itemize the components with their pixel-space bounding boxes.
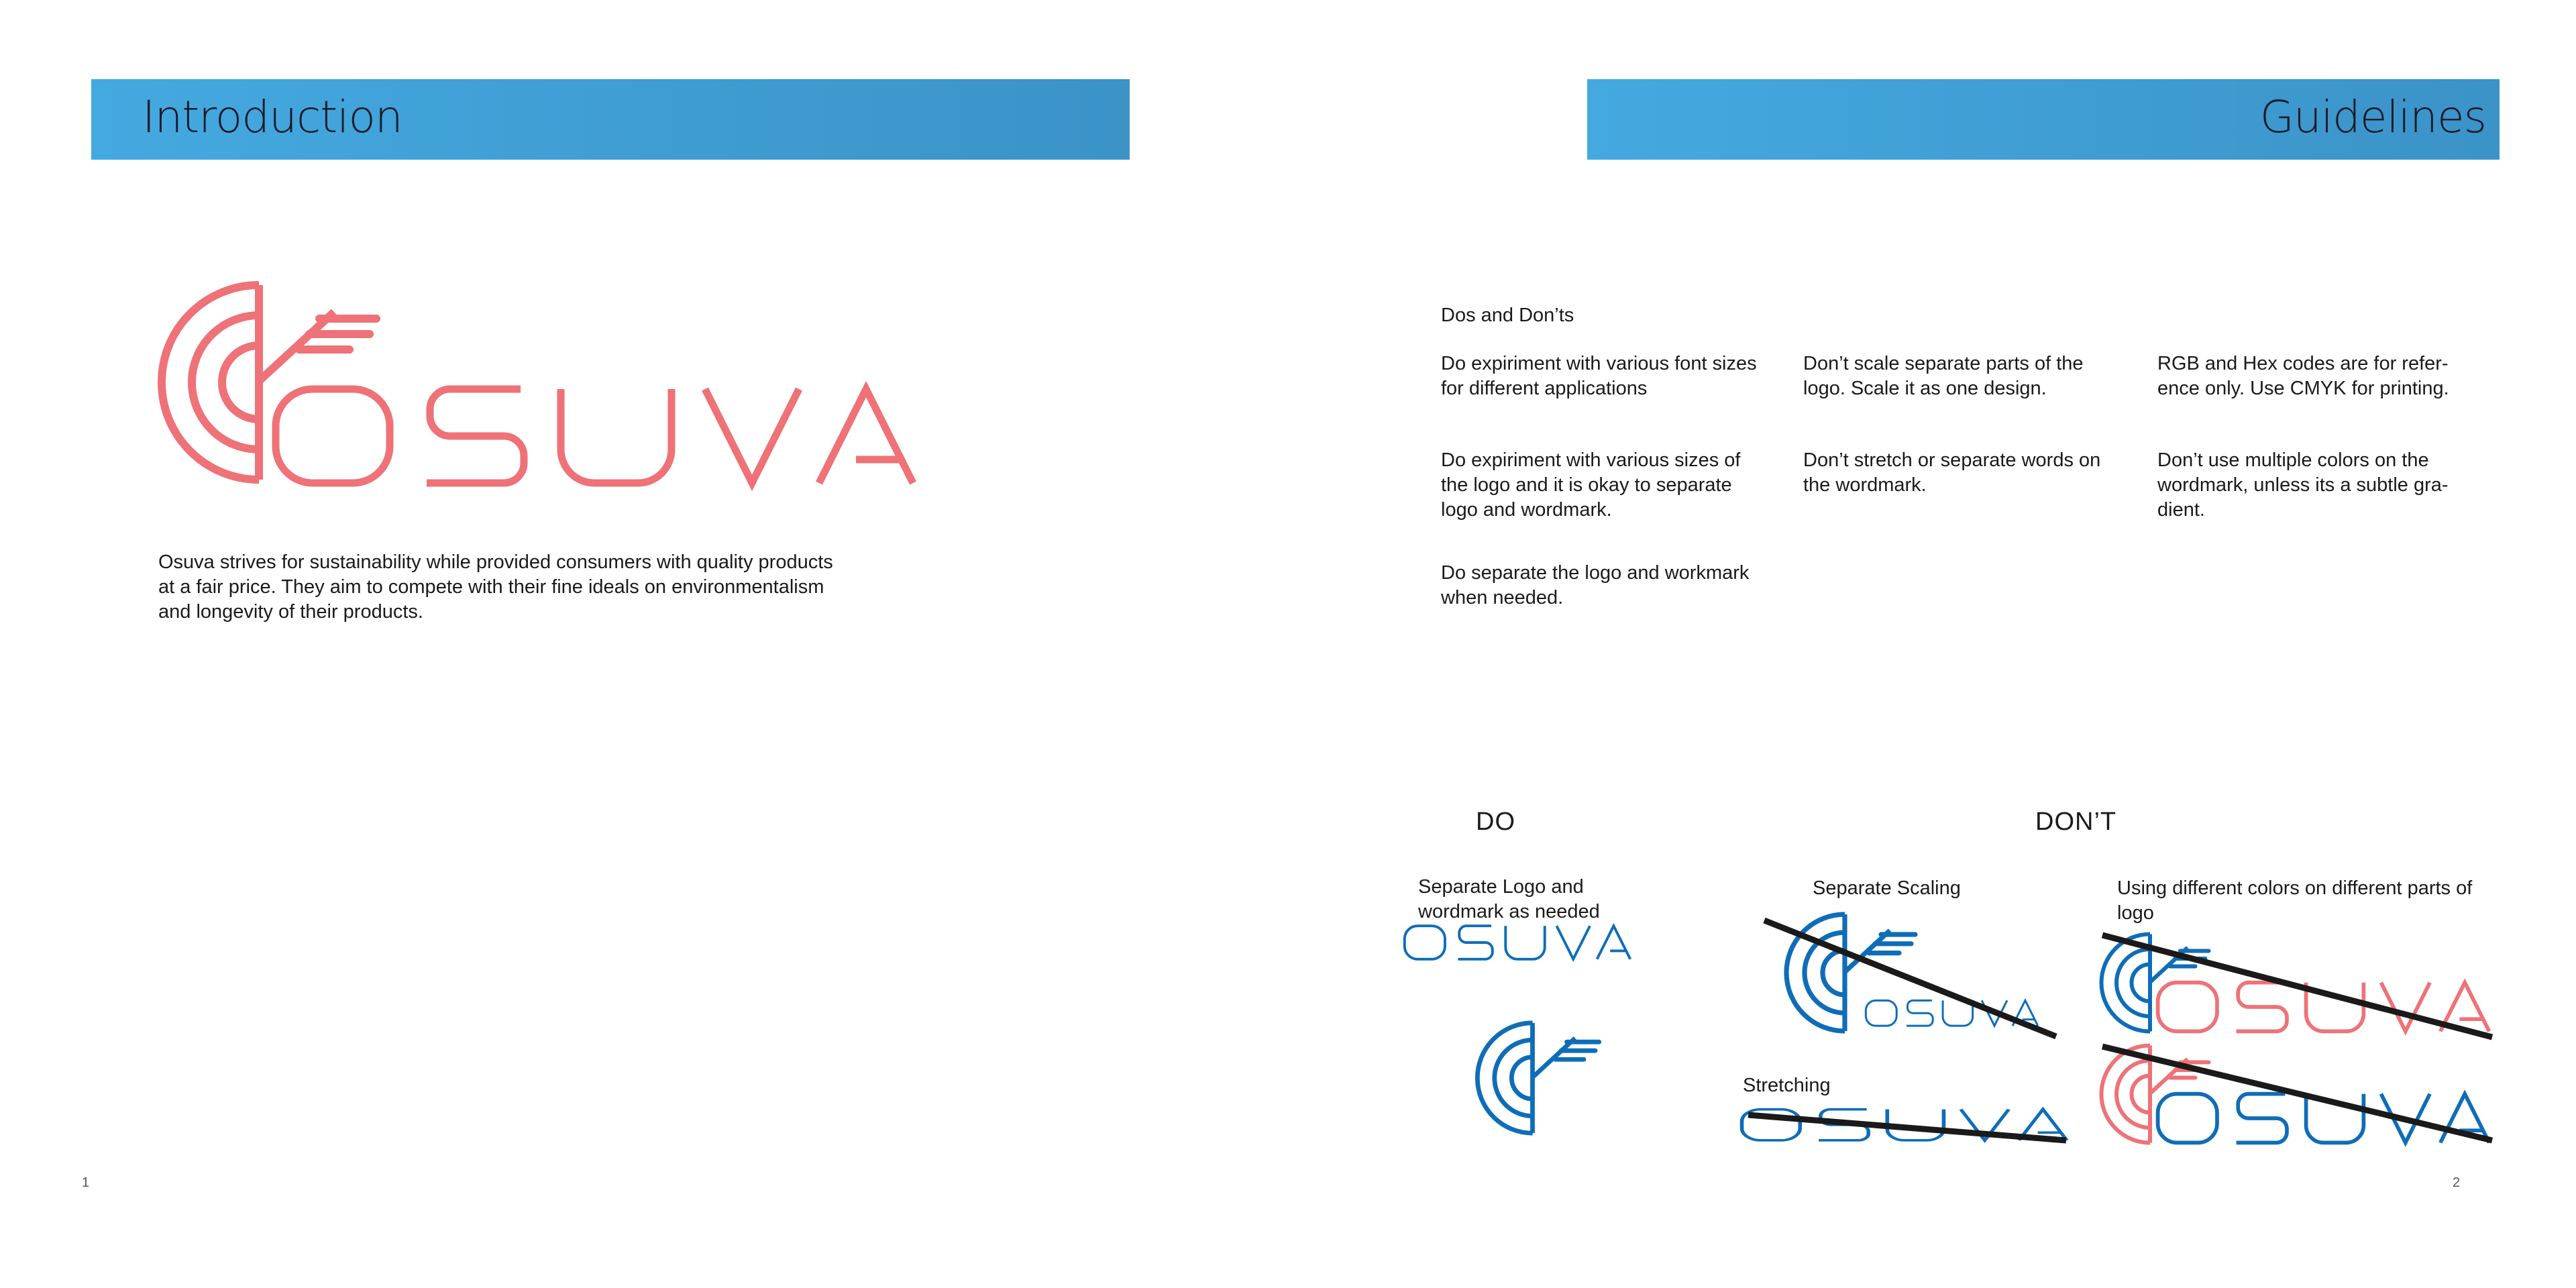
osuva-logo-main [158,282,916,490]
rule-1-line-1: Do expiriment with various font sizes [1441,353,1757,374]
rule-6-line-1: Don’t use multiple colors on the [2157,449,2429,471]
rule-4-line-3: logo and wordmark. [1441,499,1612,521]
colors-label-line-1: Using different colors on different parts of [2117,877,2473,899]
rule-2-line-1: Don’t scale separate parts of the [1803,353,2084,374]
dont-heading: DON’T [2035,808,2117,836]
separate-label-line-1: Separate Logo and [1418,876,1584,898]
rule-4-line-1: Do expiriment with various sizes of [1441,449,1741,471]
guidelines-banner [1587,79,2500,160]
dont-colors-example-2 [2100,1044,2496,1144]
logo-wordmark [276,389,913,483]
guidelines-title: Guidelines [2259,91,2486,143]
do-wordmark-blue [1403,924,1631,961]
colors-label [2117,876,2472,926]
rule-6-line-2: wordmark, unless its a subtle gra- [2157,474,2449,496]
dont-colors-example-1 [2100,932,2496,1046]
rule-7-line-1: Do separate the logo and workmark [1441,562,1750,584]
rule-2 [1803,352,2152,401]
rule-6 [2157,448,2506,523]
intro-line-1: Osuva strives for sustainability while provided consumers with quality products [158,551,833,573]
rule-7 [1441,561,1803,610]
rule-4-line-2: the logo and it is okay to separate [1441,474,1732,496]
rule-1 [1441,352,1803,401]
logo-symbol-icon [162,285,376,480]
rule-4 [1441,448,1803,523]
page-number-left: 1 [82,1175,90,1190]
rule-3-line-1: RGB and Hex codes are for refer- [2157,353,2449,374]
page-number-right: 2 [2453,1175,2461,1190]
rule-7-line-2: when needed. [1441,587,1564,608]
rule-1-line-2: for different applications [1441,378,1648,399]
rule-5 [1803,448,2152,498]
dont-stretching-example [1740,1108,2069,1147]
intro-title: Introduction [142,91,402,143]
strike-line-colors-2 [2102,1046,2492,1140]
rule-5-line-1: Don’t stretch or separate words on [1803,449,2101,471]
intro-description [158,550,963,625]
do-logo-symbol-icon [1474,1021,1602,1135]
rule-3-line-2: ence only. Use CMYK for printing. [2157,378,2449,399]
separate-label [1418,875,1600,924]
rule-6-line-3: dient. [2157,499,2205,521]
scaling-label: Separate Scaling [1813,877,1961,899]
rule-3 [2157,352,2506,401]
dos-donts-title: Dos and Don’ts [1441,305,1574,326]
dont-scaling-example [1758,912,2059,1046]
rule-2-line-2: logo. Scale it as one design. [1803,378,2047,399]
colors-label-line-2: logo [2117,902,2154,924]
intro-line-2: at a fair price. They aim to compete with their fine ideals on environmentalism [158,576,824,598]
stretching-label: Stretching [1743,1075,1831,1096]
intro-line-3: and longevity of their products. [158,601,423,623]
intro-banner [91,79,1130,160]
rule-5-line-2: the wordmark. [1803,474,1927,496]
do-heading: DO [1476,808,1515,836]
separate-label-line-2: wordmark as needed [1418,901,1600,922]
